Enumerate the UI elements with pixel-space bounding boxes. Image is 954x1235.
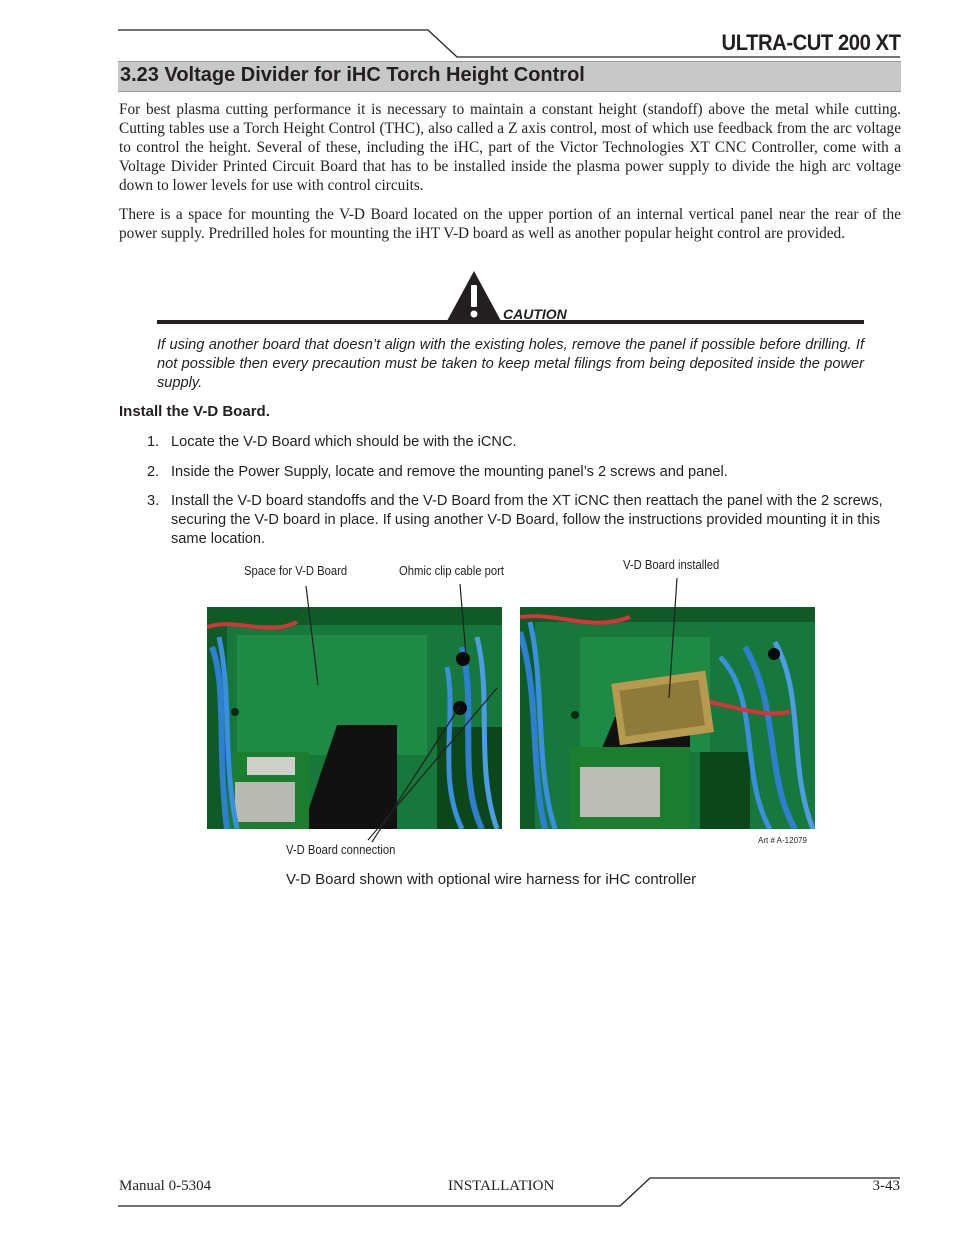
figure-caption: V-D Board shown with optional wire harness for iHC controller — [286, 871, 697, 888]
product-title: ULTRA-CUT 200 XT — [721, 30, 900, 55]
intro-paragraph: For best plasma cutting performance it is necessary to maintain a constant height (standoff) above the metal while cutting. Cutting tables use a Torch Height Control (THC), also called a Z axis control, most of which use feedback from the arc voltage to control the height. Several of these, including the iHC, part of the Victor Technologies XT CNC Controller, come with a Voltage Divider Printed Circuit Board that has to be installed inside the plasma power supply to divide the high arc voltage down to lower levels for use with control circuits. — [119, 101, 901, 194]
section-title: 3.23 Voltage Divider for iHC Torch Height Control — [120, 64, 585, 86]
footer-page-number: 3-43 — [872, 1178, 900, 1194]
callout-ohmic-port: Ohmic clip cable port — [399, 564, 505, 578]
step-number: 3. — [147, 493, 160, 509]
callout-board-installed: V-D Board installed — [623, 558, 720, 572]
callout-board-connection: V-D Board connection — [286, 843, 396, 857]
callout-space-for-board: Space for V-D Board — [244, 564, 348, 578]
step-number: 1. — [147, 434, 160, 450]
footer-section-name: INSTALLATION — [448, 1178, 555, 1194]
art-number: Art # A-12079 — [758, 836, 807, 845]
caution-label: CAUTION — [503, 306, 567, 322]
step-number: 2. — [147, 464, 160, 480]
caution-text: If using another board that doesn’t align with the existing holes, remove the panel if possible before drilling. If not possible then every precaution must be taken to keep metal filings from being deposited inside the power supply. — [157, 337, 864, 391]
mounting-paragraph: There is a space for mounting the V-D Board located on the upper portion of an internal vertical panel near the rear of the power supply. Predrilled holes for mounting the iHT V-D board as well as another popular height control are provided. — [119, 206, 901, 242]
step-text: Inside the Power Supply, locate and remove the mounting panel’s 2 screws and panel. — [171, 464, 728, 480]
step-text: Install the V-D board standoffs and the V-D Board from the XT iCNC then reattach the panel with the 2 screws, securing the V-D board in place. If using another V-D Board, follow the instructions provided mounting it in this same location. — [171, 493, 883, 547]
step-text: Locate the V-D Board which should be with the iCNC. — [171, 434, 517, 450]
footer-manual-number: Manual 0-5304 — [119, 1178, 212, 1194]
install-heading: Install the V-D Board. — [119, 403, 270, 420]
